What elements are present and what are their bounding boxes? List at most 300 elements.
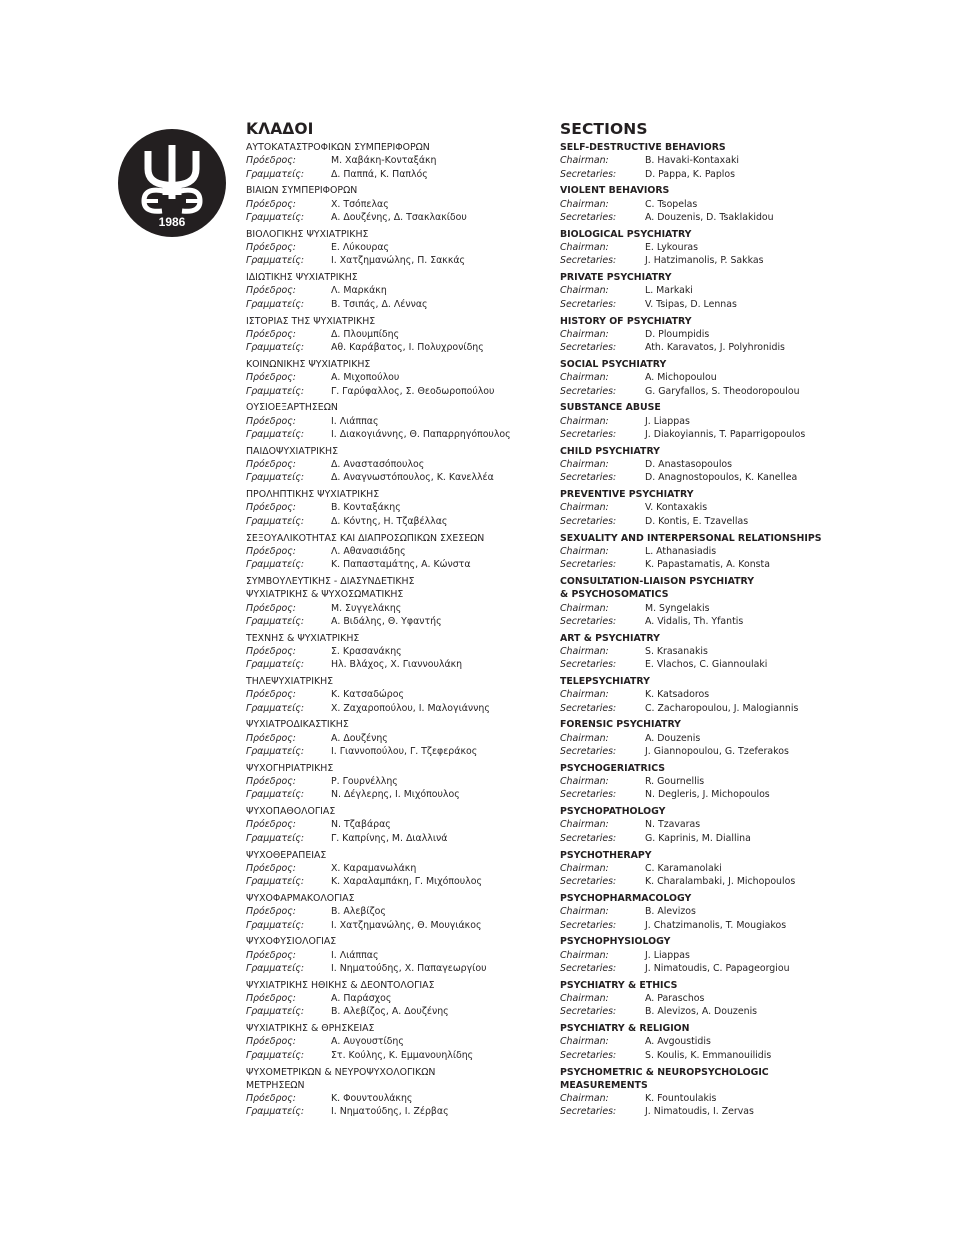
secretaries-row — [560, 211, 860, 224]
chair-label: Πρόεδρος: — [246, 819, 296, 831]
chair-label: Πρόεδρος: — [246, 689, 296, 701]
secretaries-names: Β. Τσιπάς, Δ. Λέννας — [331, 298, 428, 310]
secretaries-label: Γραμματείς: — [246, 255, 305, 267]
chair-name: Α. Παράσχος — [331, 993, 392, 1005]
chair-label: Chairman: — [560, 328, 609, 340]
secretaries-label: Secretaries: — [560, 659, 617, 671]
section-entry — [246, 718, 546, 758]
chair-name: V. Kontaxakis — [645, 502, 708, 514]
secretaries-names: Στ. Κούλης, Κ. Εμμανουηλίδης — [331, 1049, 474, 1061]
secretaries-label: Γραμματείς: — [246, 702, 305, 714]
chair-name: J. Liappas — [645, 415, 690, 427]
secretaries-row — [560, 558, 860, 571]
section-entry — [246, 805, 546, 845]
chair-label: Πρόεδρος: — [246, 459, 296, 471]
chair-label: Chairman: — [560, 645, 609, 657]
chair-label: Πρόεδρος: — [246, 1093, 296, 1105]
chair-name: Α. Μιχοπούλου — [331, 372, 400, 384]
section-entry — [560, 979, 860, 1019]
chair-row — [560, 602, 860, 615]
secretaries-row — [246, 875, 546, 888]
section-name: ΙΔΙΩΤΙΚΗΣ ΨΥΧΙΑΤΡΙΚΗΣ — [246, 272, 358, 284]
chair-name: Β. Κονταξάκης — [331, 502, 401, 514]
secretaries-row — [246, 385, 546, 398]
chair-label: Πρόεδρος: — [246, 862, 296, 874]
chair-row — [246, 458, 546, 471]
secretaries-names: G. Kaprinis, M. Diallina — [645, 832, 751, 844]
secretaries-names: E. Vlachos, C. Giannoulaki — [645, 659, 768, 671]
chair-name: Μ. Χαβάκη-Κονταξάκη — [331, 155, 437, 167]
section-entry — [246, 228, 546, 268]
chair-label: Πρόεδρος: — [246, 415, 296, 427]
chair-label: Πρόεδρος: — [246, 993, 296, 1005]
chair-row — [246, 688, 546, 701]
secretaries-row — [246, 1005, 546, 1018]
chair-name: N. Tzavaras — [645, 819, 701, 831]
chair-name: D. Ploumpidis — [645, 328, 710, 340]
chair-name: Κ. Φουντουλάκης — [331, 1093, 413, 1105]
chair-name: A. Avgoustidis — [645, 1036, 711, 1048]
section-name: ΨΥΧΙΑΤΡΟΔΙΚΑΣΤΙΚΗΣ — [246, 719, 349, 731]
secretaries-row — [560, 471, 860, 484]
secretaries-label: Γραμματείς: — [246, 472, 305, 484]
chair-label: Πρόεδρος: — [246, 502, 296, 514]
section-name: ΙΣΤΟΡΙΑΣ ΤΗΣ ΨΥΧΙΑΤΡΙΚΗΣ — [246, 315, 376, 327]
chair-label: Πρόεδρος: — [246, 328, 296, 340]
chair-label: Chairman: — [560, 372, 609, 384]
secretaries-names: N. Degleris, J. Michopoulos — [645, 789, 770, 801]
secretaries-row — [560, 254, 860, 267]
secretaries-label: Γραμματείς: — [246, 1049, 305, 1061]
secretaries-names: Δ. Παππά, Κ. Παπλός — [331, 168, 428, 180]
secretaries-label: Γραμματείς: — [246, 745, 305, 757]
secretaries-row — [246, 962, 546, 975]
chair-row — [560, 241, 860, 254]
section-entry — [560, 675, 860, 715]
section-name: ΨΥΧΙΑΤΡΙΚΗΣ ΗΘΙΚΗΣ & ΔΕΟΝΤΟΛΟΓΙΑΣ — [246, 979, 435, 991]
section-entry — [246, 632, 546, 672]
section-entry — [560, 718, 860, 758]
section-name: ΨΥΧΟΓΗΡΙΑΤΡΙΚΗΣ — [246, 762, 334, 774]
chair-name: B. Alevizos — [645, 906, 696, 918]
secretaries-label: Secretaries: — [560, 1006, 617, 1018]
secretaries-label: Γραμματείς: — [246, 298, 305, 310]
secretaries-label: Secretaries: — [560, 962, 617, 974]
secretaries-label: Secretaries: — [560, 211, 617, 223]
secretaries-label: Γραμματείς: — [246, 789, 305, 801]
logo-year: 1986 — [158, 215, 186, 229]
chair-row — [560, 1035, 860, 1048]
chair-row — [560, 862, 860, 875]
chair-label: Πρόεδρος: — [246, 198, 296, 210]
secretaries-label: Secretaries: — [560, 298, 617, 310]
secretaries-names: J. Hatzimanolis, P. Sakkas — [645, 255, 764, 267]
chair-row — [246, 732, 546, 745]
chair-row — [246, 284, 546, 297]
chair-row — [246, 949, 546, 962]
chair-label: Πρόεδρος: — [246, 949, 296, 961]
chair-name: Ν. Τζαβάρας — [331, 819, 391, 831]
section-entry — [560, 445, 860, 485]
chair-row — [246, 1035, 546, 1048]
secretaries-row — [560, 875, 860, 888]
section-name: PRIVATE PSYCHIATRY — [560, 272, 672, 284]
english-section-list — [560, 141, 860, 1119]
chair-label: Πρόεδρος: — [246, 1036, 296, 1048]
section-entry — [560, 141, 860, 181]
secretaries-names: Κ. Χαραλαμπάκη, Γ. Μιχόπουλος — [331, 876, 482, 888]
secretaries-label: Secretaries: — [560, 919, 617, 931]
chair-name: Δ. Πλουμπίδης — [331, 328, 400, 340]
secretaries-names: Δ. Κόντης, Η. Τζαβέλλας — [331, 515, 448, 527]
chair-name: Μ. Συγγελάκης — [331, 602, 402, 614]
chair-label: Chairman: — [560, 993, 609, 1005]
chair-name: M. Syngelakis — [645, 602, 710, 614]
section-name: PSYCHOPATHOLOGY — [560, 806, 666, 818]
section-name: HISTORY OF PSYCHIATRY — [560, 315, 692, 327]
chair-row — [560, 905, 860, 918]
chair-name: Κ. Κατσαδώρος — [331, 689, 404, 701]
chair-name: Δ. Αναστασόπουλος — [331, 459, 425, 471]
chair-row — [560, 992, 860, 1005]
section-entry — [560, 184, 860, 224]
secretaries-row — [246, 168, 546, 181]
secretaries-label: Secretaries: — [560, 255, 617, 267]
chair-row — [560, 688, 860, 701]
section-name: PREVENTIVE PSYCHIATRY — [560, 489, 694, 501]
secretaries-names: Γ. Καπρίνης, Μ. Διαλλινά — [331, 832, 448, 844]
section-entry — [246, 315, 546, 355]
chair-row — [246, 198, 546, 211]
secretaries-names: Ν. Δέγλερης, Ι. Μιχόπουλος — [331, 789, 460, 801]
secretaries-label: Secretaries: — [560, 745, 617, 757]
secretaries-names: C. Zacharopoulou, J. Malogiannis — [645, 702, 799, 714]
section-name: ART & PSYCHIATRY — [560, 632, 660, 644]
chair-label: Πρόεδρος: — [246, 776, 296, 788]
chair-label: Chairman: — [560, 949, 609, 961]
section-name: PSYCHOGERIATRICS — [560, 762, 666, 774]
section-entry — [560, 488, 860, 528]
chair-name: L. Athanasiadis — [645, 545, 717, 557]
section-entry — [560, 805, 860, 845]
chair-label: Chairman: — [560, 689, 609, 701]
chair-row — [246, 775, 546, 788]
secretaries-row — [560, 615, 860, 628]
chair-row — [560, 458, 860, 471]
chair-name: K. Katsadoros — [645, 689, 710, 701]
secretaries-names: B. Alevizos, A. Douzenis — [645, 1006, 758, 1018]
chair-row — [560, 775, 860, 788]
chair-name: Χ. Καραμανωλάκη — [331, 862, 417, 874]
secretaries-label: Γραμματείς: — [246, 211, 305, 223]
section-entry — [246, 358, 546, 398]
secretaries-names: Χ. Ζαχαροπούλου, Ι. Μαλογιάννης — [331, 702, 490, 714]
section-name: CHILD PSYCHIATRY — [560, 445, 660, 457]
secretaries-label: Γραμματείς: — [246, 832, 305, 844]
chair-row — [560, 1092, 860, 1105]
section-name: PSYCHOPHARMACOLOGY — [560, 892, 692, 904]
greek-sections-column — [246, 118, 546, 1122]
secretaries-row — [560, 168, 860, 181]
section-entry — [560, 575, 860, 628]
secretaries-label: Γραμματείς: — [246, 659, 305, 671]
section-name: PSYCHOTHERAPY — [560, 849, 652, 861]
chair-row — [560, 154, 860, 167]
secretaries-label: Γραμματείς: — [246, 428, 305, 440]
secretaries-label: Secretaries: — [560, 472, 617, 484]
secretaries-label: Γραμματείς: — [246, 1106, 305, 1118]
chair-row — [246, 371, 546, 384]
chair-name: Ρ. Γουρνέλλης — [331, 776, 398, 788]
chair-row — [246, 602, 546, 615]
society-logo — [118, 129, 226, 237]
chair-label: Πρόεδρος: — [246, 285, 296, 297]
chair-label: Chairman: — [560, 862, 609, 874]
chair-name: D. Anastasopoulos — [645, 459, 733, 471]
chair-label: Πρόεδρος: — [246, 242, 296, 254]
secretaries-row — [560, 298, 860, 311]
secretaries-names: D. Anagnostopoulos, K. Kanellea — [645, 472, 798, 484]
secretaries-label: Γραμματείς: — [246, 615, 305, 627]
secretaries-names: Ηλ. Βλάχος, Χ. Γιαννουλάκη — [331, 659, 463, 671]
chair-label: Chairman: — [560, 1036, 609, 1048]
secretaries-label: Γραμματείς: — [246, 168, 305, 180]
section-name: ΨΥΧΟΦΥΣΙΟΛΟΓΙΑΣ — [246, 936, 337, 948]
chair-label: Πρόεδρος: — [246, 372, 296, 384]
secretaries-row — [560, 1049, 860, 1062]
section-entry — [246, 532, 546, 572]
secretaries-row — [246, 211, 546, 224]
secretaries-names: Κ. Παπασταμάτης, Α. Κώνστα — [331, 559, 471, 571]
secretaries-names: K. Papastamatis, A. Konsta — [645, 559, 770, 571]
secretaries-label: Secretaries: — [560, 515, 617, 527]
secretaries-row — [246, 298, 546, 311]
section-entry — [246, 488, 546, 528]
chair-name: Ι. Λιάππας — [331, 415, 379, 427]
secretaries-names: K. Charalambaki, J. Michopoulos — [645, 876, 796, 888]
section-name: PSYCHIATRY & ETHICS — [560, 979, 678, 991]
chair-row — [560, 415, 860, 428]
secretaries-names: Ι. Διακογιάννης, Θ. Παπαρρηγόπουλος — [331, 428, 511, 440]
secretaries-label: Γραμματείς: — [246, 515, 305, 527]
chair-label: Chairman: — [560, 906, 609, 918]
section-name: ΒΙΑΙΩΝ ΣΥΜΠΕΡΙΦΟΡΩΝ — [246, 185, 358, 197]
secretaries-label: Secretaries: — [560, 559, 617, 571]
chair-row — [560, 645, 860, 658]
section-name: ΨΥΧΙΑΤΡΙΚΗΣ & ΘΡΗΣΚΕΙΑΣ — [246, 1023, 375, 1035]
chair-label: Πρόεδρος: — [246, 602, 296, 614]
chair-label: Chairman: — [560, 155, 609, 167]
secretaries-label: Secretaries: — [560, 876, 617, 888]
secretaries-label: Secretaries: — [560, 1049, 617, 1061]
chair-row — [560, 732, 860, 745]
secretaries-names: J. Diakoyiannis, T. Paparrigopoulos — [645, 428, 806, 440]
section-entry — [246, 892, 546, 932]
section-entry — [246, 762, 546, 802]
secretaries-row — [560, 515, 860, 528]
secretaries-row — [246, 471, 546, 484]
section-entry — [560, 401, 860, 441]
section-entry — [246, 445, 546, 485]
section-entry — [560, 935, 860, 975]
secretaries-row — [560, 832, 860, 845]
section-name: SOCIAL PSYCHIATRY — [560, 358, 667, 370]
section-entry — [246, 935, 546, 975]
section-entry — [560, 358, 860, 398]
english-sections-column — [560, 118, 860, 1122]
greek-section-list — [246, 141, 546, 1119]
secretaries-row — [560, 919, 860, 932]
chair-label: Chairman: — [560, 502, 609, 514]
section-entry — [560, 1022, 860, 1062]
section-name: CONSULTATION-LIAISON PSYCHIATRY & PSYCHOSOMATICS — [560, 575, 755, 601]
secretaries-row — [560, 962, 860, 975]
chair-row — [560, 949, 860, 962]
section-entry — [560, 892, 860, 932]
chair-label: Chairman: — [560, 415, 609, 427]
secretaries-row — [560, 658, 860, 671]
secretaries-names: J. Giannopoulou, G. Tzeferakos — [645, 745, 789, 757]
section-entry — [560, 632, 860, 672]
section-name: ΒΙΟΛΟΓΙΚΗΣ ΨΥΧΙΑΤΡΙΚΗΣ — [246, 228, 369, 240]
secretaries-names: V. Tsipas, D. Lennas — [645, 298, 737, 310]
chair-row — [246, 992, 546, 1005]
chair-name: Λ. Αθανασιάδης — [331, 545, 406, 557]
section-entry — [246, 141, 546, 181]
secretaries-names: Α. Βιδάλης, Θ. Υφαντής — [331, 615, 442, 627]
section-entry — [246, 675, 546, 715]
chair-name: Χ. Τσόπελας — [331, 198, 389, 210]
section-entry — [560, 532, 860, 572]
chair-row — [246, 241, 546, 254]
secretaries-names: Αθ. Καράβατος, Ι. Πολυχρονίδης — [331, 342, 484, 354]
section-name: PSYCHOMETRIC & NEUROPSYCHOLOGIC MEASUREMENTS — [560, 1066, 769, 1091]
secretaries-row — [560, 788, 860, 801]
secretaries-names: J. Nimatoudis, C. Papageorgiou — [645, 962, 790, 974]
section-name: ΤΕΧΝΗΣ & ΨΥΧΙΑΤΡΙΚΗΣ — [246, 632, 360, 644]
secretaries-names: Ι. Νηματούδης, Χ. Παπαγεωργίου — [331, 962, 487, 974]
section-entry — [560, 271, 860, 311]
section-entry — [246, 575, 546, 628]
chair-row — [560, 501, 860, 514]
chair-name: E. Lykouras — [645, 242, 699, 254]
secretaries-names: Α. Δουζένης, Δ. Τσακλακίδου — [331, 211, 467, 223]
chair-name: Ι. Λιάππας — [331, 949, 379, 961]
chair-row — [560, 818, 860, 831]
secretaries-row — [246, 615, 546, 628]
secretaries-names: Β. Αλεβίζος, Α. Δουζένης — [331, 1006, 449, 1018]
section-entry — [246, 1022, 546, 1062]
chair-name: A. Paraschos — [645, 993, 705, 1005]
section-name: TELEPSYCHIATRY — [560, 675, 650, 687]
chair-name: S. Krasanakis — [645, 645, 708, 657]
chair-row — [246, 328, 546, 341]
secretaries-row — [560, 1105, 860, 1118]
section-entry — [246, 849, 546, 889]
section-entry — [246, 401, 546, 441]
secretaries-label: Secretaries: — [560, 168, 617, 180]
chair-name: Α. Δουζένης — [331, 732, 388, 744]
section-name: ΨΥΧΟΠΑΘΟΛΟΓΙΑΣ — [246, 806, 336, 818]
chair-row — [560, 284, 860, 297]
chair-name: R. Gournellis — [645, 776, 705, 788]
secretaries-row — [246, 1105, 546, 1118]
chair-name: J. Liappas — [645, 949, 690, 961]
section-name: ΣΕΞΟΥΑΛΙΚΟΤΗΤΑΣ ΚΑΙ ΔΙΑΠΡΟΣΩΠΙΚΩΝ ΣΧΕΣΕΩΝ — [246, 532, 485, 544]
secretaries-row — [246, 702, 546, 715]
secretaries-names: D. Pappa, K. Paplos — [645, 168, 736, 180]
chair-label: Chairman: — [560, 545, 609, 557]
secretaries-names: J. Nimatoudis, I. Zervas — [645, 1106, 754, 1118]
secretaries-names: Γ. Γαρύφαλλος, Σ. Θεοδωροπούλου — [331, 385, 495, 397]
chair-row — [560, 371, 860, 384]
chair-label: Πρόεδρος: — [246, 906, 296, 918]
secretaries-names: A. Vidalis, Th. Yfantis — [645, 615, 744, 627]
secretaries-row — [246, 832, 546, 845]
secretaries-label: Secretaries: — [560, 702, 617, 714]
secretaries-names: Δ. Αναγνωστόπουλος, Κ. Κανελλέα — [331, 472, 494, 484]
chair-row — [246, 905, 546, 918]
chair-name: C. Tsopelas — [645, 198, 698, 210]
secretaries-row — [560, 1005, 860, 1018]
secretaries-row — [560, 341, 860, 354]
section-entry — [246, 979, 546, 1019]
section-name: ΟΥΣΙΟΕΞΑΡΤΗΣΕΩΝ — [246, 402, 338, 414]
chair-label: Chairman: — [560, 776, 609, 788]
section-name: ΣΥΜΒΟΥΛΕΥΤΙΚΗΣ - ΔΙΑΣΥΝΔΕΤΙΚΗΣ ΨΥΧΙΑΤΡΙΚΗΣ & ΨΥΧΟΣΩΜΑΤΙΚΗΣ — [246, 575, 415, 601]
secretaries-row — [560, 702, 860, 715]
secretaries-names: Ath. Karavatos, J. Polyhronidis — [645, 342, 785, 354]
secretaries-row — [246, 558, 546, 571]
secretaries-names: D. Kontis, E. Tzavellas — [645, 515, 749, 527]
chair-row — [246, 1092, 546, 1105]
chair-label: Chairman: — [560, 1093, 609, 1105]
secretaries-label: Secretaries: — [560, 615, 617, 627]
secretaries-label: Secretaries: — [560, 342, 617, 354]
secretaries-row — [246, 745, 546, 758]
chair-name: Λ. Μαρκάκη — [331, 285, 387, 297]
secretaries-label: Γραμματείς: — [246, 1006, 305, 1018]
secretaries-names: J. Chatzimanolis, T. Mougiakos — [645, 919, 787, 931]
section-entry — [246, 184, 546, 224]
secretaries-names: G. Garyfallos, S. Theodoropoulou — [645, 385, 800, 397]
section-entry — [560, 1066, 860, 1119]
chair-row — [246, 415, 546, 428]
secretaries-row — [246, 428, 546, 441]
secretaries-label: Γραμματείς: — [246, 559, 305, 571]
section-name: BIOLOGICAL PSYCHIATRY — [560, 228, 692, 240]
secretaries-label: Γραμματείς: — [246, 342, 305, 354]
secretaries-names: Ι. Χατζημανώλης, Θ. Μουγιάκος — [331, 919, 482, 931]
section-name: ΤΗΛΕΨΥΧΙΑΤΡΙΚΗΣ — [246, 675, 334, 687]
section-name: PSYCHOPHYSIOLOGY — [560, 936, 671, 948]
section-name: ΚΟΙΝΩΝΙΚΗΣ ΨΥΧΙΑΤΡΙΚΗΣ — [246, 358, 371, 370]
chair-name: Ε. Λύκουρας — [331, 242, 390, 254]
secretaries-row — [246, 515, 546, 528]
secretaries-label: Γραμματείς: — [246, 919, 305, 931]
secretaries-label: Secretaries: — [560, 789, 617, 801]
chair-row — [560, 545, 860, 558]
chair-label: Πρόεδρος: — [246, 545, 296, 557]
chair-label: Πρόεδρος: — [246, 155, 296, 167]
secretaries-label: Secretaries: — [560, 385, 617, 397]
secretaries-names: S. Koulis, K. Emmanouilidis — [645, 1049, 772, 1061]
chair-name: C. Karamanolaki — [645, 862, 722, 874]
chair-label: Chairman: — [560, 732, 609, 744]
section-name: PSYCHIATRY & RELIGION — [560, 1023, 690, 1035]
section-name: SELF-DESTRUCTIVE BEHAVIORS — [560, 142, 726, 153]
section-entry — [560, 228, 860, 268]
